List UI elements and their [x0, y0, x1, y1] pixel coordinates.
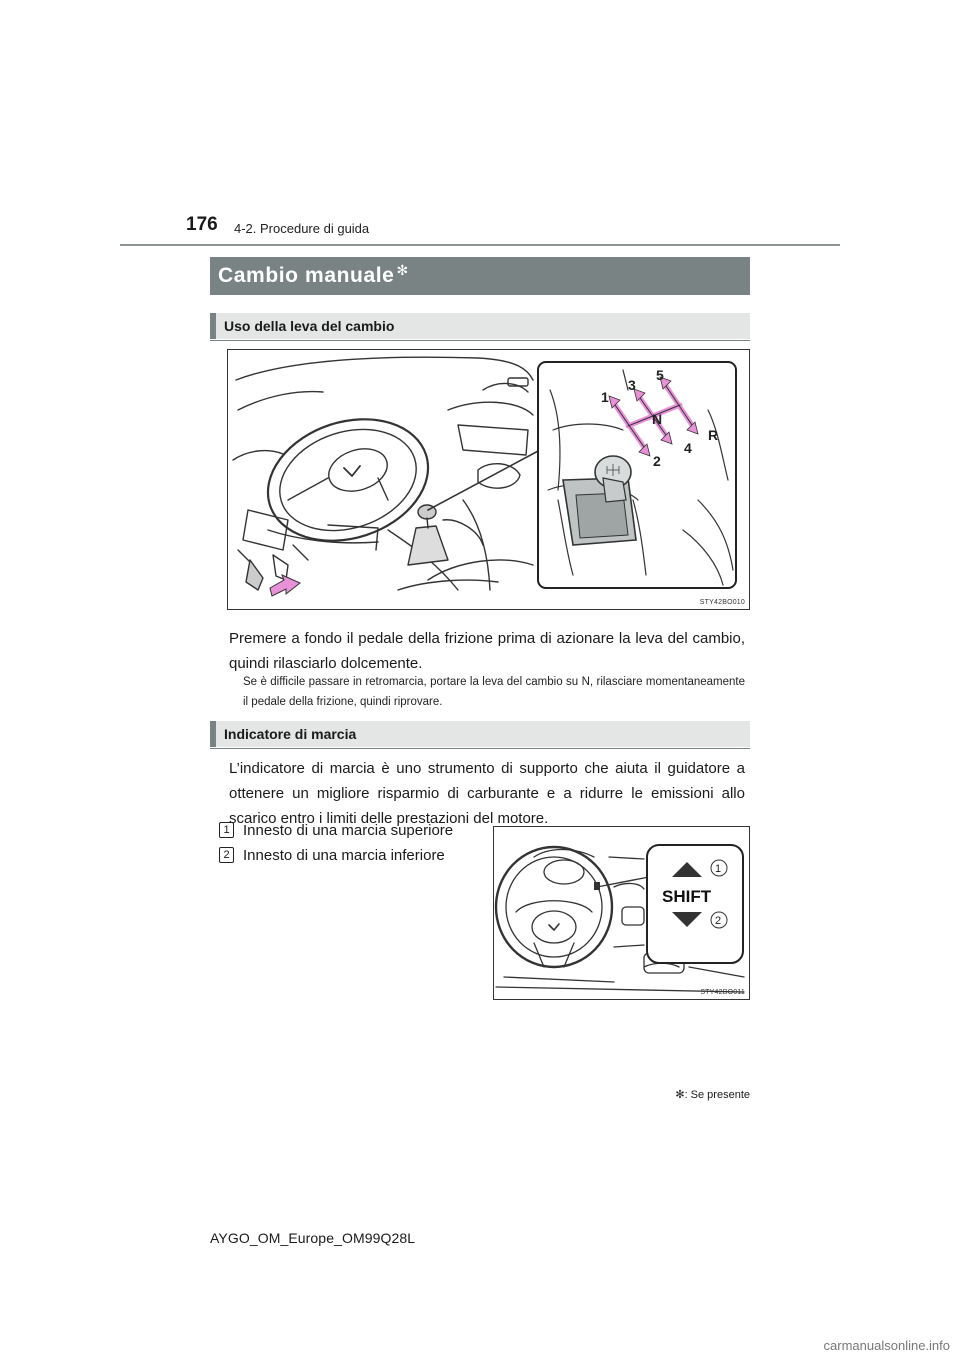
section-heading-gear-indicator: Indicatore di marcia: [210, 721, 750, 747]
gear-label-5: 5: [656, 367, 664, 383]
header-rule: [120, 244, 840, 246]
section-heading-gear-lever: Uso della leva del cambio: [210, 313, 750, 339]
figure-code: STY42BO011: [700, 989, 745, 996]
main-title: Cambio manuale: [218, 264, 395, 287]
shift-label: SHIFT: [662, 887, 712, 906]
gear-label-n: N: [652, 411, 663, 427]
footnote: [675, 1088, 750, 1101]
list-item-upshift: Innesto di una marcia superiore: [243, 822, 454, 839]
paragraph-clutch: Premere a fondo il pedale della frizione prima di azionare la leva del cambio, quindi rilasciarlo dolcemente.: [229, 630, 745, 672]
page-number: 176: [186, 214, 218, 235]
callout-1: 1: [715, 863, 722, 875]
gear-label-2: 2: [653, 453, 661, 469]
watermark: carmanualsonline.info: [823, 1338, 950, 1353]
list-number-1: 1: [219, 822, 234, 838]
optional-mark-icon: ✻: [675, 1089, 685, 1101]
note-reverse: Se è difficile passare in retromarcia, portare la leva del cambio su N, rilasciare momentaneamente il pedale della frizione, quindi riprovare.: [243, 676, 745, 708]
list-number-2: 2: [219, 847, 234, 863]
footer-manual-code: AYGO_OM_Europe_OM99Q28L: [210, 1230, 416, 1246]
optional-mark-icon: ✻: [396, 262, 409, 278]
figure-code: STY42BO010: [699, 599, 745, 606]
gear-label-1: 1: [601, 389, 609, 405]
callout-2: 2: [715, 915, 722, 927]
list-item-downshift: Innesto di una marcia inferiore: [243, 847, 445, 864]
gear-label-r: R: [708, 427, 719, 443]
shifter-drawing: [228, 350, 749, 609]
footnote-text: : Se presente: [684, 1089, 750, 1101]
section-label: 4-2. Procedure di guida: [234, 221, 370, 236]
gear-label-4: 4: [684, 440, 692, 456]
gear-label-3: 3: [628, 377, 636, 393]
shift-indicator-drawing: [494, 827, 749, 999]
shifter-illustration: [227, 349, 750, 610]
shift-indicator-illustration: [493, 826, 750, 1000]
paragraph-indicator: L’indicatore di marcia è uno strumento di supporto che aiuta il guidatore a ottenere un migliore risparmio di carburante e a ridurre le emissioni allo scarico entro i limiti delle prestazioni del motore.: [229, 760, 745, 827]
main-title-bar: [210, 257, 750, 295]
